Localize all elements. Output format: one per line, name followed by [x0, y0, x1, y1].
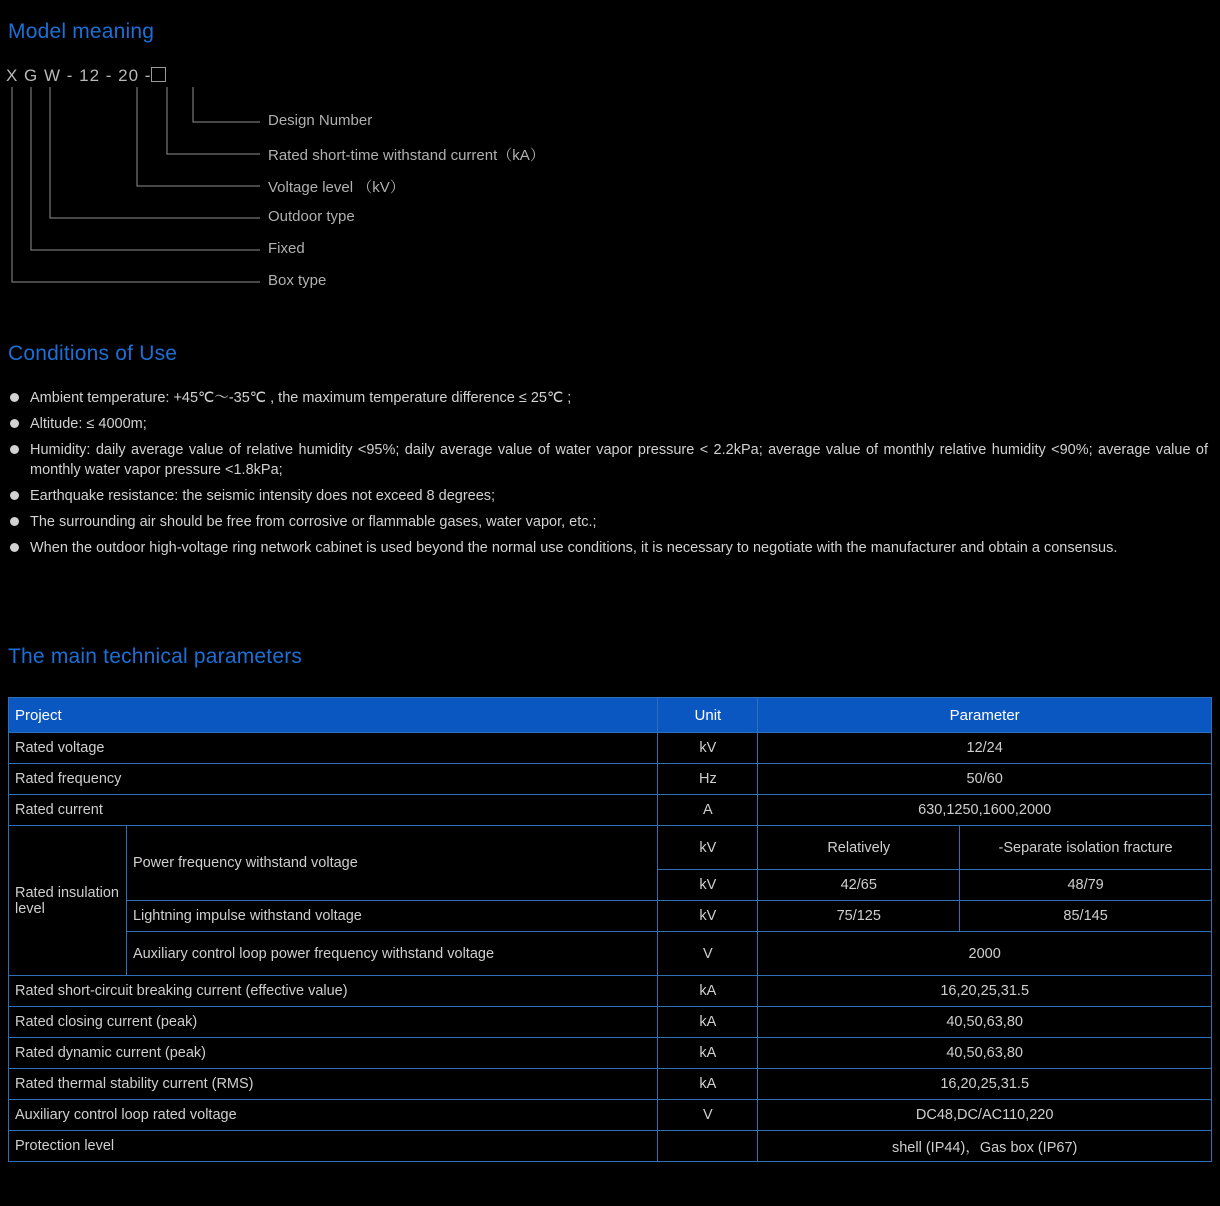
table-row: [9, 1069, 1212, 1100]
row-unit: V: [658, 1100, 758, 1131]
row-group-label: Rated insulation level: [9, 826, 127, 976]
condition-item: [8, 388, 1208, 408]
model-meaning-heading: Model meaning: [8, 20, 155, 43]
row-value: 2000: [758, 932, 1212, 976]
row-value-b: 85/145: [960, 901, 1212, 932]
row-value: 40,50,63,80: [758, 1007, 1212, 1038]
row-unit: kV: [658, 826, 758, 870]
condition-text: Earthquake resistance: the seismic intensity does not exceed 8 degrees;: [30, 488, 496, 504]
bullet-icon: [10, 419, 19, 428]
conditions-list: [8, 388, 1208, 564]
row-value: 16,20,25,31.5: [758, 976, 1212, 1007]
condition-text: Ambient temperature: +45℃～-35℃ , the maximum temperature difference ≤ 25℃ ;: [30, 390, 572, 406]
table-row: [9, 1100, 1212, 1131]
header-unit: Unit: [658, 698, 758, 733]
row-value: 630,1250,1600,2000: [758, 795, 1212, 826]
row-label: Lightning impulse withstand voltage: [126, 901, 657, 932]
table-row: [9, 764, 1212, 795]
legend-withstand-current: Rated short-time withstand current（kA）: [268, 147, 545, 164]
model-code-label: X G W - 12 - 20 -: [6, 66, 152, 85]
bullet-icon: [10, 543, 19, 552]
condition-item: [8, 512, 1208, 532]
row-label: Auxiliary control loop rated voltage: [9, 1100, 658, 1131]
table-row: [9, 976, 1212, 1007]
row-value: DC48,DC/AC110,220: [758, 1100, 1212, 1131]
condition-text: When the outdoor high-voltage ring network cabinet is used beyond the normal use conditions, it is necessary to negotiate with the manufacturer and obtain a consensus.: [30, 540, 1118, 556]
table-row: [9, 826, 1212, 870]
row-unit: kV: [658, 870, 758, 901]
bullet-icon: [10, 517, 19, 526]
subheader-separate-isolation-fracture: -Separate isolation fracture: [960, 826, 1212, 870]
row-unit: kA: [658, 976, 758, 1007]
legend-voltage-level: Voltage level （kV）: [268, 179, 405, 196]
table-row: [9, 733, 1212, 764]
row-unit: Hz: [658, 764, 758, 795]
row-unit: [658, 1131, 758, 1162]
row-label: Rated closing current (peak): [9, 1007, 658, 1038]
row-value-a: 42/65: [758, 870, 960, 901]
row-label: Rated dynamic current (peak): [9, 1038, 658, 1069]
condition-text: Altitude: ≤ 4000m;: [30, 416, 147, 432]
row-label: Auxiliary control loop power frequency withstand voltage: [126, 932, 657, 976]
row-value: 50/60: [758, 764, 1212, 795]
legend-box-type: Box type: [268, 272, 327, 289]
bullet-icon: [10, 445, 19, 454]
row-unit: kA: [658, 1069, 758, 1100]
row-unit: V: [658, 932, 758, 976]
row-label: Rated current: [9, 795, 658, 826]
condition-text: Humidity: daily average value of relative humidity <95%; daily average value of water vapor pressure < 2.2kPa; average value of monthly relative humidity <90%; average value of monthly water vapor pressure <1.8kPa;: [30, 442, 1208, 478]
condition-item: [8, 486, 1208, 506]
table-row: [9, 901, 1212, 932]
row-value: 12/24: [758, 733, 1212, 764]
bullet-icon: [10, 491, 19, 500]
row-label: Rated voltage: [9, 733, 658, 764]
condition-item: [8, 538, 1208, 558]
condition-item: [8, 414, 1208, 434]
row-unit: kA: [658, 1038, 758, 1069]
header-parameter: Parameter: [758, 698, 1212, 733]
table-row: [9, 795, 1212, 826]
table-row: [9, 1131, 1212, 1162]
legend-fixed: Fixed: [268, 240, 305, 257]
table-row: [9, 1038, 1212, 1069]
header-project: Project: [9, 698, 658, 733]
legend-outdoor-type: Outdoor type: [268, 208, 355, 225]
row-label: Power frequency withstand voltage: [126, 826, 657, 901]
bullet-icon: [10, 393, 19, 402]
condition-item: [8, 440, 1208, 480]
row-unit: kV: [658, 901, 758, 932]
row-label: Rated frequency: [9, 764, 658, 795]
condition-text: The surrounding air should be free from corrosive or flammable gases, water vapor, etc.;: [30, 514, 597, 530]
row-label: Rated thermal stability current (RMS): [9, 1069, 658, 1100]
row-value: shell (IP44)，Gas box (IP67): [758, 1131, 1212, 1162]
table-row: [9, 932, 1212, 976]
technical-parameters-heading: The main technical parameters: [8, 645, 303, 668]
row-unit: A: [658, 795, 758, 826]
row-unit: kV: [658, 733, 758, 764]
table-header-row: [9, 698, 1212, 733]
row-value: 40,50,63,80: [758, 1038, 1212, 1069]
row-unit: kA: [658, 1007, 758, 1038]
row-value-b: 48/79: [960, 870, 1212, 901]
legend-design-number: Design Number: [268, 112, 373, 129]
row-value: 16,20,25,31.5: [758, 1069, 1212, 1100]
table-row: [9, 1007, 1212, 1038]
row-value-a: 75/125: [758, 901, 960, 932]
row-label: Protection level: [9, 1131, 658, 1162]
conditions-of-use-heading: Conditions of Use: [8, 342, 178, 365]
row-label: Rated short-circuit breaking current (effective value): [9, 976, 658, 1007]
technical-parameters-table: [8, 697, 1212, 1162]
subheader-relatively: Relatively: [758, 826, 960, 870]
